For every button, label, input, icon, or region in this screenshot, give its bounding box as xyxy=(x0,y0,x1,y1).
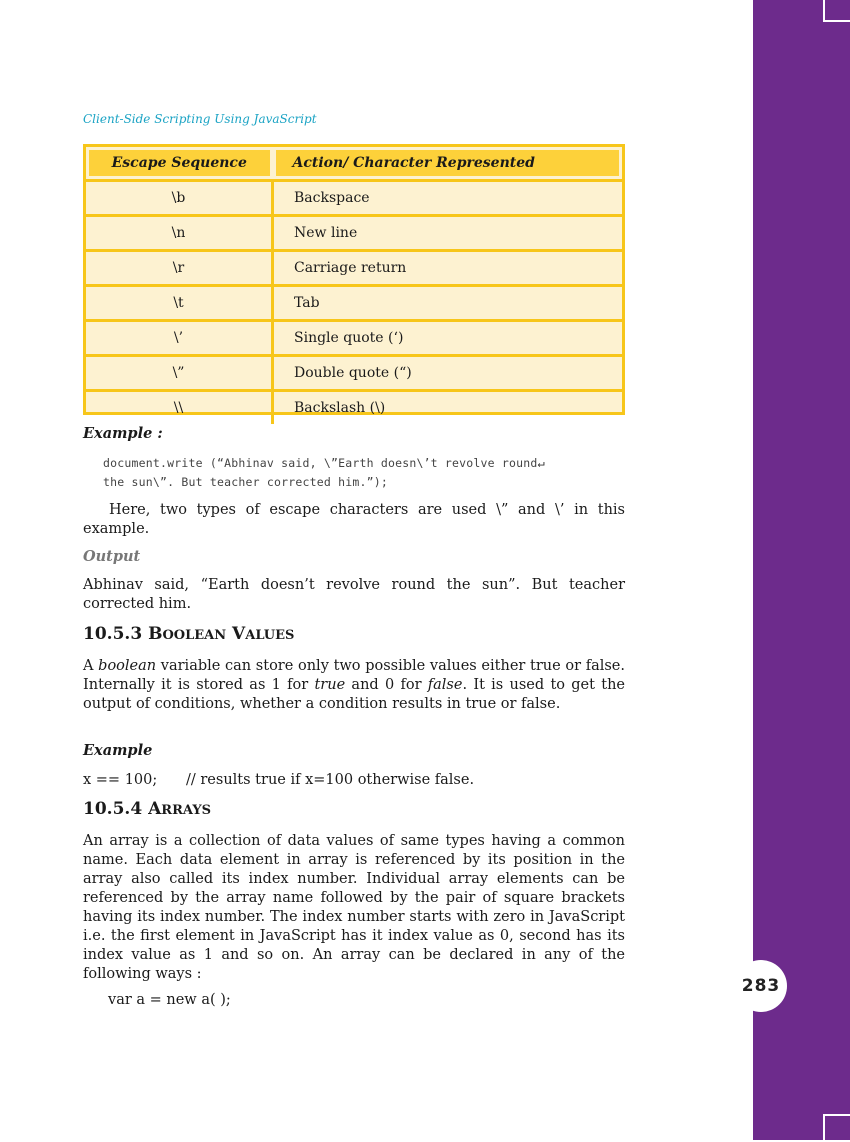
table-row xyxy=(86,216,622,251)
table-cell: Single quote (‘) xyxy=(273,321,623,356)
example-label: Example : xyxy=(83,425,163,442)
text-run: A xyxy=(83,658,99,674)
arrays-paragraph: An array is a collection of data values of same types having a common name. Each data element in array is referenced by its position in the array also called its index number. Individual array elements can be referenced by the array name followed by the pair of square brackets having its index number. The index number starts with zero in JavaScript i.e. the first element in JavaScript has it index value as 0, second has its index value as 1 and so on. An array can be declared in any of the following ways : xyxy=(83,833,625,982)
arrays-code: var a = new a( ); xyxy=(108,992,231,1008)
corner-mark-bottom xyxy=(823,1114,850,1142)
output-label: Output xyxy=(83,548,141,565)
table-cell: \’ xyxy=(86,321,273,356)
table-header-cell: Escape Sequence xyxy=(86,147,273,181)
table-cell: Double quote (“) xyxy=(273,356,623,391)
table-row xyxy=(86,181,622,216)
code-text: document.write (“Abhinav said, \”Earth doesn\’t revolve round xyxy=(103,456,538,470)
table-cell: \r xyxy=(86,251,273,286)
heading-smallcaps: RRAYS xyxy=(161,803,211,818)
code-line-2: the sun\”. But teacher corrected him.”); xyxy=(103,475,388,489)
text-run: and 0 for xyxy=(345,677,428,693)
escape-sequence-table xyxy=(83,144,625,415)
heading-cap: B xyxy=(148,624,163,644)
table-row xyxy=(86,286,622,321)
corner-mark-top xyxy=(823,0,850,22)
output-paragraph: Abhinav said, “Earth doesn’t revolve round the sun”. But teacher corrected him. xyxy=(83,577,625,612)
table-cell: Carriage return xyxy=(273,251,623,286)
example-label-2: Example xyxy=(83,742,153,759)
text-run: . It is used to get the output of conditions, whether a condition results in true or false. xyxy=(83,677,625,712)
table-cell: \n xyxy=(86,216,273,251)
text-run: variable can store only two possible values either true or false. Internally it is stored as 1 for xyxy=(83,658,625,693)
heading-cap: A xyxy=(148,799,162,819)
table-row xyxy=(86,251,622,286)
table-cell: \b xyxy=(86,181,273,216)
running-head: Client-Side Scripting Using JavaScript xyxy=(83,112,317,126)
table-cell: Backslash (\) xyxy=(273,391,623,425)
heading-smallcaps: OOLEAN xyxy=(162,628,227,643)
section-heading-boolean xyxy=(83,624,294,644)
boolean-paragraph xyxy=(83,657,625,714)
boolean-example-comment: // results true if x=100 otherwise false. xyxy=(186,772,475,788)
explanation-paragraph: Here, two types of escape characters are used \” and \’ in this example. xyxy=(83,502,625,537)
emphasis: true xyxy=(314,677,346,693)
heading-cap: V xyxy=(232,624,246,644)
heading-smallcaps: ALUES xyxy=(245,628,295,643)
table-row xyxy=(86,321,622,356)
table-cell: Tab xyxy=(273,286,623,321)
table-cell: \” xyxy=(86,356,273,391)
section-number: 10.5.3 xyxy=(83,624,143,644)
table-row xyxy=(86,356,622,391)
section-number: 10.5.4 xyxy=(83,799,143,819)
page-number: 283 xyxy=(735,960,787,1012)
table-header-cell: Action/ Character Represented xyxy=(273,147,623,181)
code-line-1 xyxy=(103,456,545,470)
section-heading-arrays xyxy=(83,799,211,819)
table-row xyxy=(86,391,622,425)
emphasis: false xyxy=(427,677,463,693)
table-cell: Backspace xyxy=(294,190,370,206)
table-cell: \t xyxy=(86,286,273,321)
emphasis: boolean xyxy=(98,658,157,674)
table-header-row xyxy=(86,147,622,181)
table-cell: \\ xyxy=(86,391,273,425)
enter-arrow-icon: ↵ xyxy=(537,456,545,470)
table-cell: New line xyxy=(273,216,623,251)
boolean-example-code: x == 100; xyxy=(83,772,158,788)
